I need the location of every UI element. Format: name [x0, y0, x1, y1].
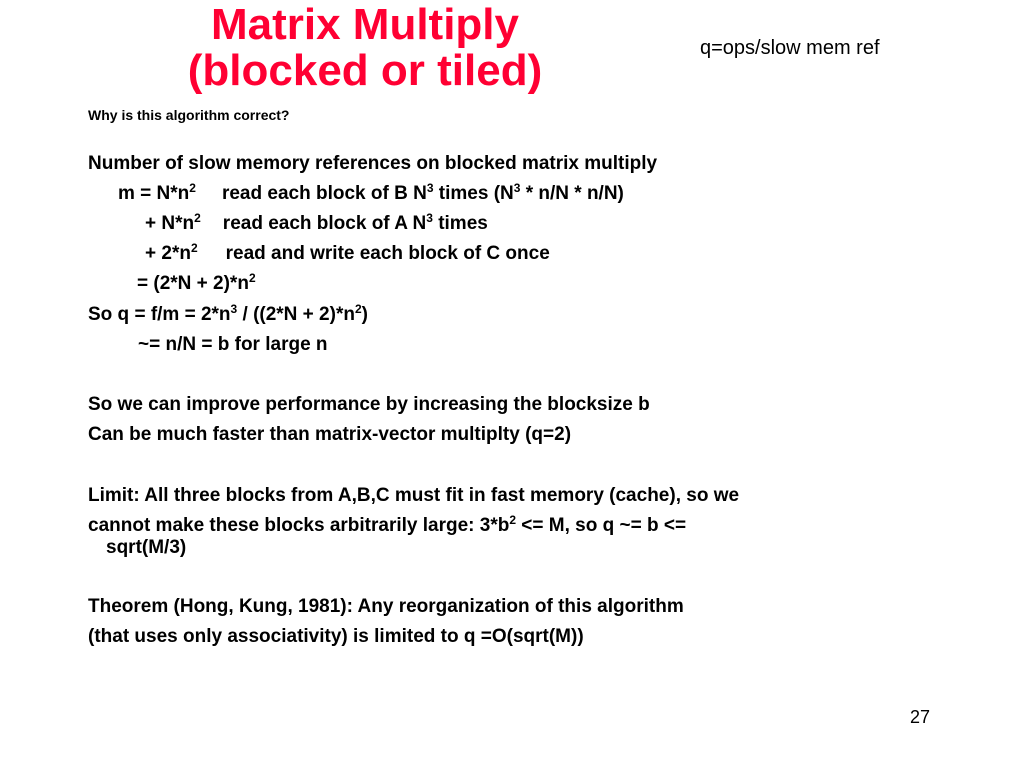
formula-q-sup2: 2 [354, 302, 362, 316]
formula-c-sup1: 2 [190, 241, 198, 255]
formula-c-line [145, 243, 550, 265]
limit-line-2-text2: <= M, so q ~= b <= [516, 515, 687, 536]
formula-q-text2: / ((2*N + 2)*n [237, 304, 355, 325]
improve-line: So we can improve performance by increasing the blocksize b [88, 394, 650, 415]
formula-a-sup1: 2 [194, 211, 201, 225]
formula-m-text2: times (N [433, 183, 514, 204]
page-number: 27 [910, 707, 931, 727]
formula-q-sup1: 3 [230, 302, 238, 316]
slide-title [130, 2, 600, 94]
formula-m-prefix: m = N*n [118, 183, 190, 204]
intro-text: Number of slow memory references on blocked matrix multiply [88, 153, 658, 174]
limit-line-2-sup1: 2 [509, 513, 517, 527]
formula-c-text1: read and write each block of C once [225, 243, 550, 264]
title-line-2: (blocked or tiled) [187, 46, 543, 95]
limit-line-3: sqrt(M/3) [106, 537, 187, 558]
formula-q-text3: ) [361, 304, 368, 325]
limit-line-1: Limit: All three blocks from A,B,C must fit in fast memory (cache), so we [88, 485, 740, 506]
formula-m-text1: read each block of B N [221, 183, 427, 204]
formula-a-text1: read each block of A N [222, 213, 427, 234]
formula-sum-line [137, 273, 256, 295]
question-text: Why is this algorithm correct? [88, 107, 290, 123]
faster-line: Can be much faster than matrix-vector multiplty (q=2) [88, 424, 572, 445]
formula-a-text2: times [432, 213, 488, 234]
theorem-line-2: (that uses only associativity) is limited to q =O(sqrt(M)) [88, 626, 584, 647]
formula-sum-prefix: = (2*N + 2)*n [137, 273, 249, 294]
formula-m-sup3: 3 [513, 181, 521, 195]
formula-m-line [118, 183, 624, 205]
formula-a-sup2: 3 [426, 211, 433, 225]
formula-q-text1: So q = f/m = 2*n [88, 304, 231, 325]
theorem-line-1: Theorem (Hong, Kung, 1981): Any reorganization of this algorithm [88, 596, 684, 617]
title-line-1: Matrix Multiply [210, 0, 520, 49]
limit-line-2-text1: cannot make these blocks arbitrarily large: 3*b [88, 515, 510, 536]
formula-q-line [88, 304, 368, 326]
limit-line-2 [88, 515, 686, 537]
formula-m-text3: * n/N * n/N) [520, 183, 624, 204]
formula-c-prefix: + 2*n [145, 243, 191, 264]
formula-a-line [145, 213, 488, 235]
formula-m-sup2: 3 [426, 181, 434, 195]
formula-sum-sup1: 2 [248, 271, 256, 285]
formula-m-sup1: 2 [189, 181, 196, 195]
formula-a-prefix: + N*n [145, 213, 195, 234]
slide-subtitle: q=ops/slow mem ref [700, 37, 880, 59]
approx-line: ~= n/N = b for large n [138, 334, 328, 355]
